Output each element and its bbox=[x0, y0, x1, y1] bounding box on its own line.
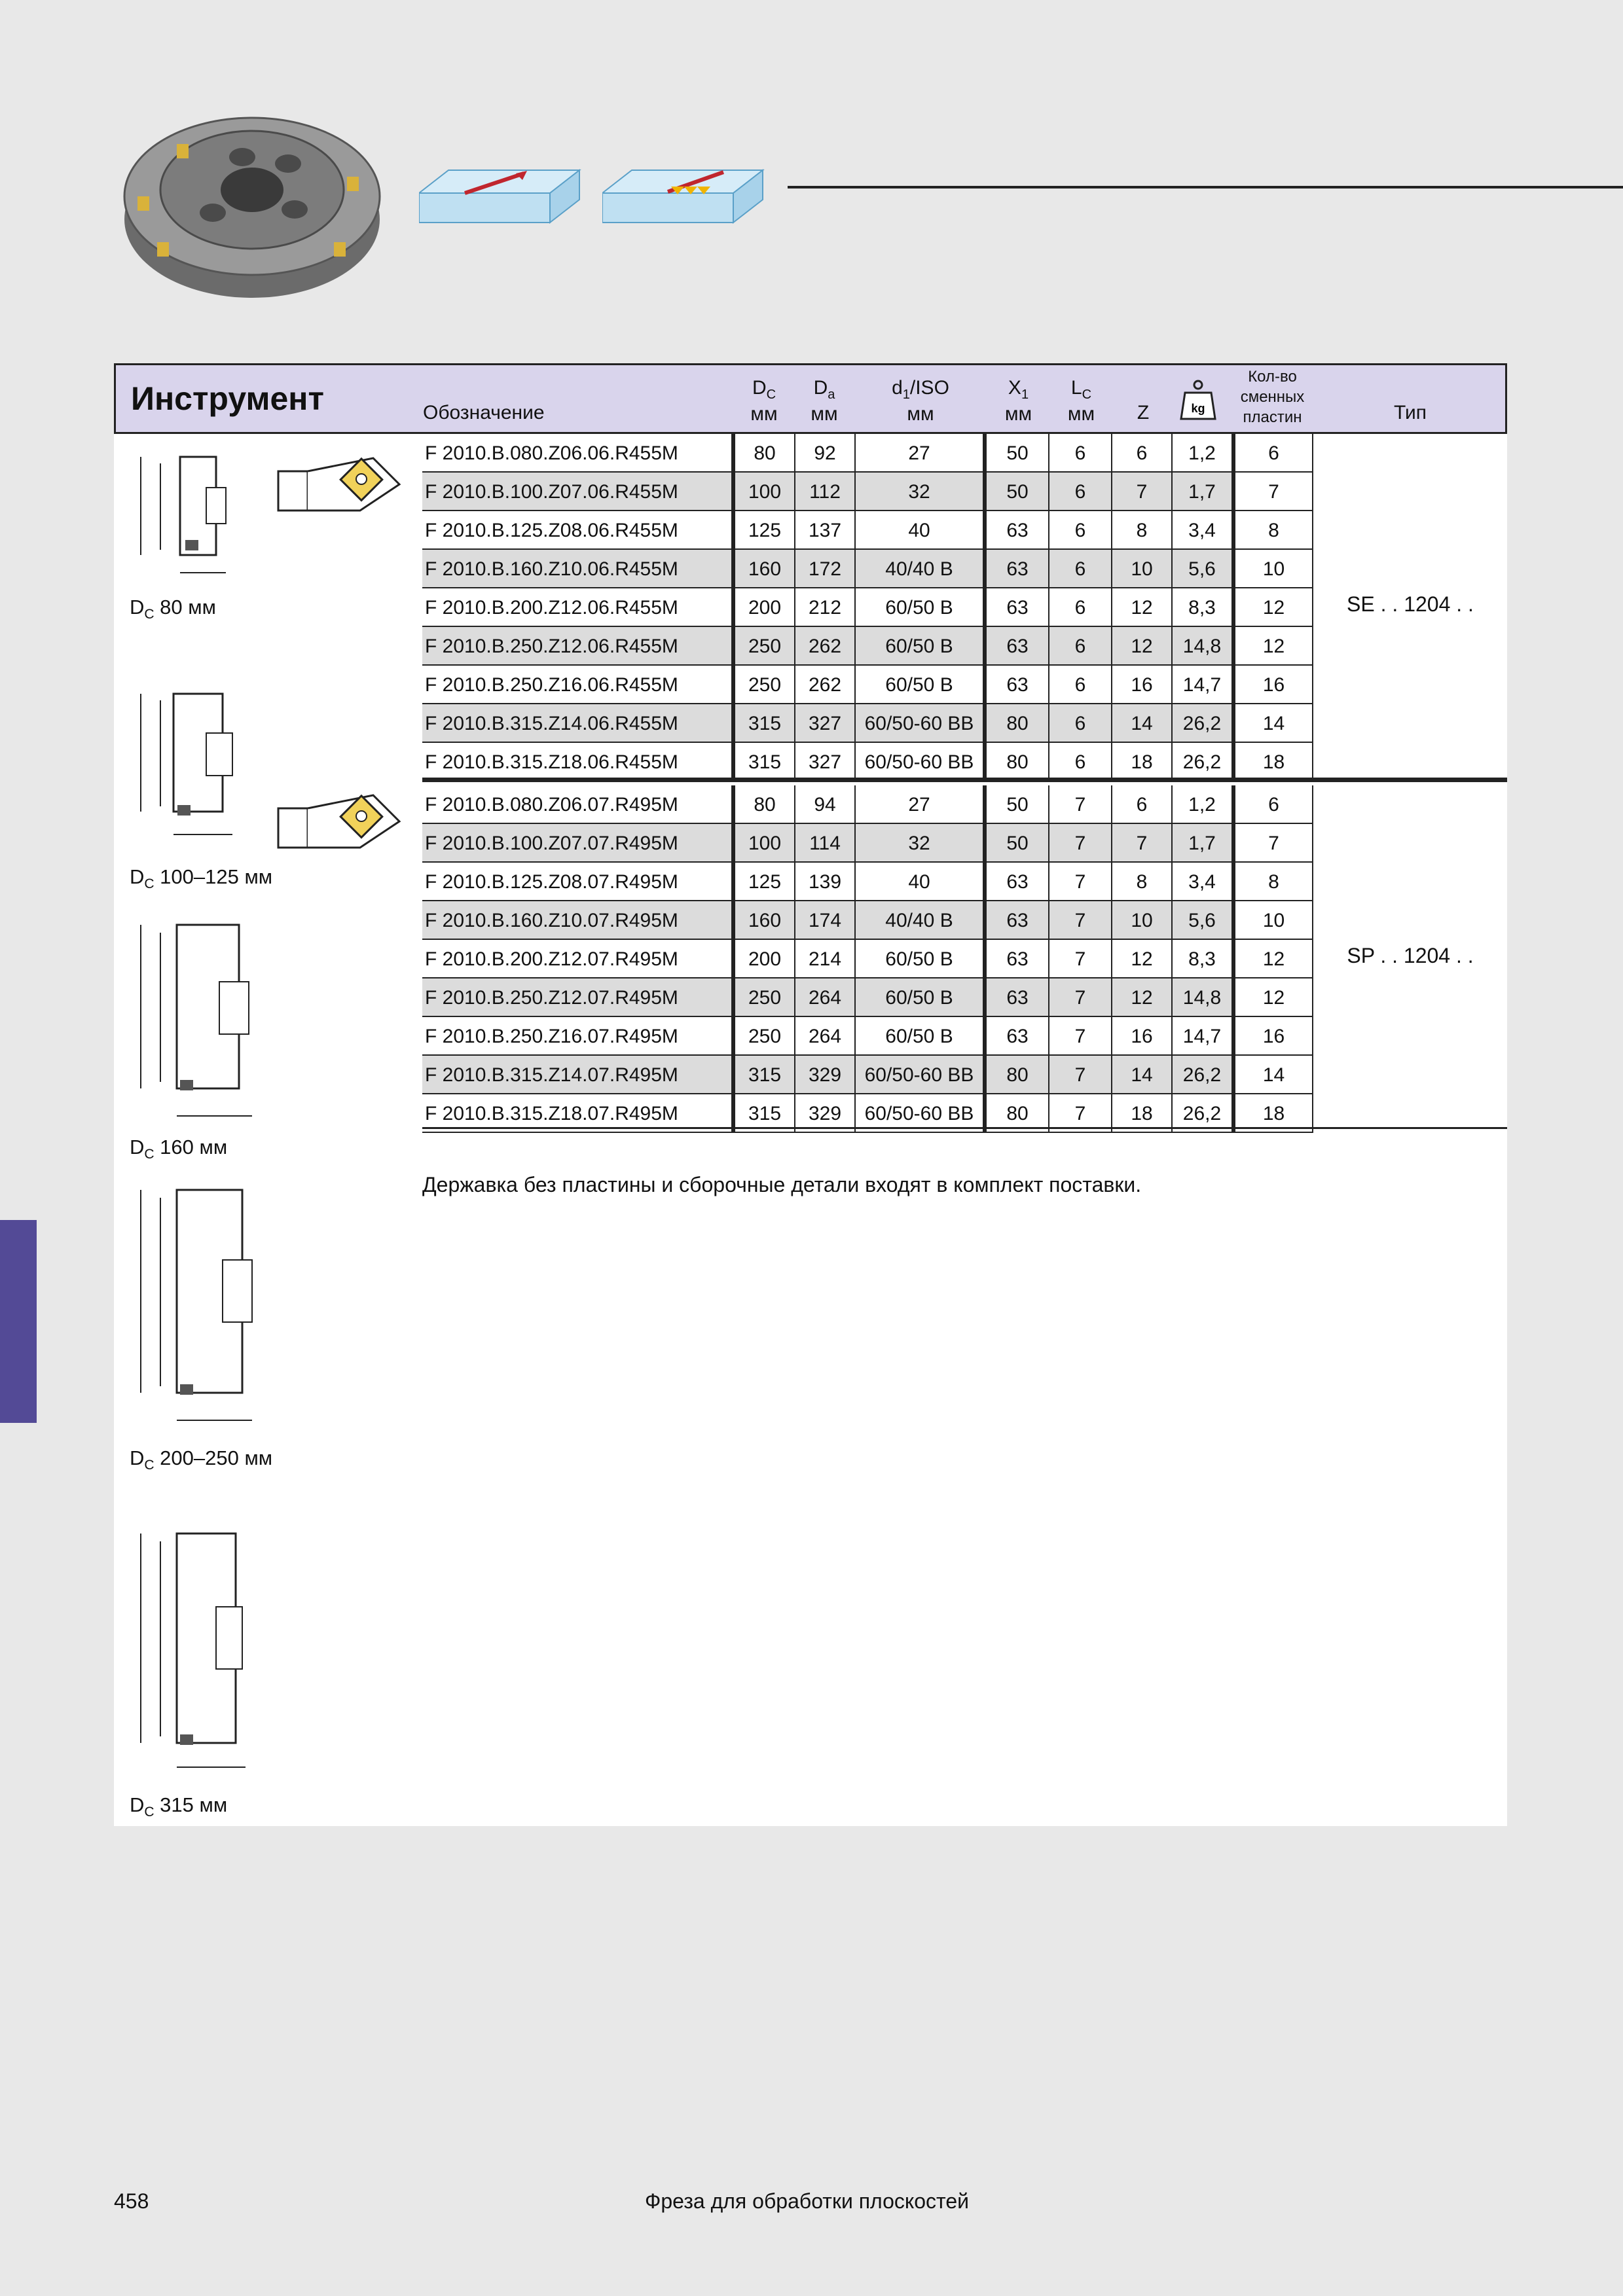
cell-z: 10 bbox=[1112, 901, 1173, 940]
cell-da: 327 bbox=[795, 704, 856, 743]
cell-da: 212 bbox=[795, 588, 856, 627]
diagram-label-80: $D_C$ 80 мм bbox=[130, 596, 216, 622]
cell-code: F 2010.B.125.Z08.07.R495M bbox=[422, 863, 735, 901]
cell-code: F 2010.B.080.Z06.07.R495M bbox=[422, 785, 735, 824]
cell-d1: 60/50 B bbox=[856, 666, 987, 704]
cell-n: 12 bbox=[1235, 978, 1313, 1017]
cell-dc: 125 bbox=[735, 863, 795, 901]
cell-x1: 63 bbox=[987, 627, 1049, 666]
cell-kg: 14,7 bbox=[1173, 666, 1235, 704]
cell-x1: 50 bbox=[987, 434, 1049, 473]
cell-da: 114 bbox=[795, 824, 856, 863]
cell-kg: 1,2 bbox=[1173, 434, 1235, 473]
svg-text:kg: kg bbox=[1191, 402, 1205, 415]
footer-title: Фреза для обработки плоскостей bbox=[645, 2189, 969, 2213]
cell-code: F 2010.B.250.Z16.06.R455M bbox=[422, 666, 735, 704]
cell-z: 12 bbox=[1112, 940, 1173, 978]
cell-z: 16 bbox=[1112, 666, 1173, 704]
page-number: 458 bbox=[114, 2189, 149, 2213]
table-row bbox=[422, 511, 1507, 550]
cell-z: 12 bbox=[1112, 627, 1173, 666]
cell-code: F 2010.B.250.Z16.07.R495M bbox=[422, 1017, 735, 1056]
note-text: Державка без пластины и сборочные детали входят в комплект поставки. bbox=[422, 1173, 1142, 1196]
cell-code: F 2010.B.315.Z18.06.R455M bbox=[422, 743, 735, 781]
cell-kg: 5,6 bbox=[1173, 901, 1235, 940]
cutter-diagram-160 bbox=[128, 920, 272, 1129]
cell-z: 14 bbox=[1112, 704, 1173, 743]
cell-x1: 63 bbox=[987, 511, 1049, 550]
cell-z: 7 bbox=[1112, 473, 1173, 511]
cell-dc: 315 bbox=[735, 704, 795, 743]
col-d1: $d_1$/ISO мм bbox=[892, 377, 949, 425]
cell-x1: 80 bbox=[987, 704, 1049, 743]
cell-dc: 200 bbox=[735, 588, 795, 627]
cell-dc: 200 bbox=[735, 940, 795, 978]
cell-kg: 1,7 bbox=[1173, 473, 1235, 511]
cell-x1: 63 bbox=[987, 901, 1049, 940]
cell-code: F 2010.B.250.Z12.07.R495M bbox=[422, 978, 735, 1017]
cell-d1: 60/50 B bbox=[856, 940, 987, 978]
cell-code: F 2010.B.125.Z08.06.R455M bbox=[422, 511, 735, 550]
cell-code: F 2010.B.080.Z06.06.R455M bbox=[422, 434, 735, 473]
cell-dc: 315 bbox=[735, 1094, 795, 1133]
cell-da: 264 bbox=[795, 1017, 856, 1056]
cell-kg: 26,2 bbox=[1173, 1094, 1235, 1133]
weight-icon bbox=[1178, 378, 1218, 424]
cell-x1: 63 bbox=[987, 588, 1049, 627]
table-row bbox=[422, 627, 1507, 666]
cell-code: F 2010.B.200.Z12.06.R455M bbox=[422, 588, 735, 627]
table-row bbox=[422, 473, 1507, 511]
cell-lc: 6 bbox=[1049, 511, 1112, 550]
cutter-diagram-315 bbox=[128, 1528, 272, 1777]
cell-z: 8 bbox=[1112, 863, 1173, 901]
table-row bbox=[422, 824, 1507, 863]
table-row bbox=[422, 863, 1507, 901]
cell-kg: 1,2 bbox=[1173, 785, 1235, 824]
table-row bbox=[422, 666, 1507, 704]
cell-code: F 2010.B.160.Z10.06.R455M bbox=[422, 550, 735, 588]
table-row bbox=[422, 785, 1507, 824]
cell-lc: 6 bbox=[1049, 666, 1112, 704]
cell-da: 262 bbox=[795, 666, 856, 704]
cell-z: 18 bbox=[1112, 1094, 1173, 1133]
cell-d1: 60/50-60 BB bbox=[856, 1094, 987, 1133]
diagram-label-160: $D_C$ 160 мм bbox=[130, 1136, 228, 1162]
col-type: Тип bbox=[1393, 402, 1427, 423]
cell-d1: 27 bbox=[856, 785, 987, 824]
cell-d1: 60/50-60 BB bbox=[856, 743, 987, 781]
cell-kg: 5,6 bbox=[1173, 550, 1235, 588]
table-row bbox=[422, 434, 1507, 473]
cell-z: 8 bbox=[1112, 511, 1173, 550]
diagram-label-100-125: $D_C$ 100–125 мм bbox=[130, 865, 273, 892]
cell-x1: 80 bbox=[987, 1056, 1049, 1094]
cell-kg: 26,2 bbox=[1173, 1056, 1235, 1094]
cutter-diagram-80 bbox=[128, 452, 246, 583]
cell-n: 7 bbox=[1235, 473, 1313, 511]
cell-lc: 7 bbox=[1049, 978, 1112, 1017]
table-bottom-rule bbox=[422, 1127, 1507, 1129]
cell-code: F 2010.B.200.Z12.07.R495M bbox=[422, 940, 735, 978]
cell-da: 112 bbox=[795, 473, 856, 511]
cell-lc: 7 bbox=[1049, 824, 1112, 863]
cell-z: 18 bbox=[1112, 743, 1173, 781]
cell-da: 94 bbox=[795, 785, 856, 824]
section-title: Инструмент bbox=[131, 380, 324, 417]
cell-kg: 14,7 bbox=[1173, 1017, 1235, 1056]
cell-kg: 8,3 bbox=[1173, 940, 1235, 978]
cell-z: 12 bbox=[1112, 588, 1173, 627]
cell-kg: 8,3 bbox=[1173, 588, 1235, 627]
group-separator bbox=[422, 778, 1507, 782]
cell-da: 329 bbox=[795, 1094, 856, 1133]
cell-code: F 2010.B.315.Z14.07.R495M bbox=[422, 1056, 735, 1094]
diagram-label-200-250: $D_C$ 200–250 мм bbox=[130, 1446, 273, 1473]
cell-dc: 125 bbox=[735, 511, 795, 550]
cell-kg: 14,8 bbox=[1173, 978, 1235, 1017]
cell-x1: 80 bbox=[987, 1094, 1049, 1133]
cell-dc: 250 bbox=[735, 978, 795, 1017]
cell-n: 16 bbox=[1235, 1017, 1313, 1056]
cell-d1: 27 bbox=[856, 434, 987, 473]
col-inserts: Кол-во сменных пластин bbox=[1240, 368, 1305, 426]
cell-code: F 2010.B.100.Z07.06.R455M bbox=[422, 473, 735, 511]
cell-da: 262 bbox=[795, 627, 856, 666]
cell-n: 10 bbox=[1235, 901, 1313, 940]
cell-lc: 7 bbox=[1049, 863, 1112, 901]
cell-da: 137 bbox=[795, 511, 856, 550]
cell-n: 12 bbox=[1235, 940, 1313, 978]
cell-x1: 50 bbox=[987, 824, 1049, 863]
cell-x1: 63 bbox=[987, 940, 1049, 978]
cell-n: 6 bbox=[1235, 434, 1313, 473]
cell-code: F 2010.B.100.Z07.07.R495M bbox=[422, 824, 735, 863]
cell-n: 6 bbox=[1235, 785, 1313, 824]
cell-x1: 63 bbox=[987, 550, 1049, 588]
milling-cutter-image bbox=[111, 98, 386, 314]
cell-da: 214 bbox=[795, 940, 856, 978]
cell-n: 8 bbox=[1235, 863, 1313, 901]
cell-x1: 80 bbox=[987, 743, 1049, 781]
col-designation: Обозначение bbox=[423, 402, 545, 423]
col-da: $D_a$ мм bbox=[811, 377, 838, 425]
cell-lc: 6 bbox=[1049, 434, 1112, 473]
table-row bbox=[422, 978, 1507, 1017]
cell-lc: 7 bbox=[1049, 940, 1112, 978]
cell-z: 12 bbox=[1112, 978, 1173, 1017]
cell-dc: 80 bbox=[735, 434, 795, 473]
cell-d1: 40/40 B bbox=[856, 901, 987, 940]
cell-d1: 60/50 B bbox=[856, 1017, 987, 1056]
cell-lc: 6 bbox=[1049, 743, 1112, 781]
table-row bbox=[422, 1017, 1507, 1056]
cell-n: 16 bbox=[1235, 666, 1313, 704]
cell-lc: 6 bbox=[1049, 550, 1112, 588]
face-milling-operation-icon bbox=[419, 167, 583, 226]
cell-n: 12 bbox=[1235, 588, 1313, 627]
cell-d1: 60/50 B bbox=[856, 978, 987, 1017]
cell-x1: 50 bbox=[987, 785, 1049, 824]
insert-sp-icon bbox=[275, 782, 406, 854]
table-row bbox=[422, 704, 1507, 743]
type-cell-sp: SP . . 1204 . . bbox=[1347, 944, 1474, 967]
cell-da: 174 bbox=[795, 901, 856, 940]
col-dc: $D_C$ мм bbox=[750, 377, 778, 425]
cell-x1: 50 bbox=[987, 473, 1049, 511]
cell-dc: 250 bbox=[735, 1017, 795, 1056]
cell-z: 16 bbox=[1112, 1017, 1173, 1056]
cell-x1: 63 bbox=[987, 978, 1049, 1017]
cell-code: F 2010.B.315.Z14.06.R455M bbox=[422, 704, 735, 743]
cell-d1: 60/50 B bbox=[856, 588, 987, 627]
cell-da: 327 bbox=[795, 743, 856, 781]
cell-kg: 26,2 bbox=[1173, 704, 1235, 743]
cell-n: 10 bbox=[1235, 550, 1313, 588]
table-row bbox=[422, 550, 1507, 588]
cell-lc: 6 bbox=[1049, 627, 1112, 666]
table-row bbox=[422, 743, 1507, 781]
cell-lc: 6 bbox=[1049, 473, 1112, 511]
cell-lc: 6 bbox=[1049, 704, 1112, 743]
cell-n: 7 bbox=[1235, 824, 1313, 863]
cell-code: F 2010.B.250.Z12.06.R455M bbox=[422, 627, 735, 666]
cell-dc: 160 bbox=[735, 550, 795, 588]
section-side-tab bbox=[0, 1220, 37, 1423]
cell-dc: 315 bbox=[735, 743, 795, 781]
cell-dc: 315 bbox=[735, 1056, 795, 1094]
cell-lc: 7 bbox=[1049, 1094, 1112, 1133]
cell-d1: 60/50-60 BB bbox=[856, 704, 987, 743]
cell-kg: 26,2 bbox=[1173, 743, 1235, 781]
cell-z: 7 bbox=[1112, 824, 1173, 863]
cell-da: 139 bbox=[795, 863, 856, 901]
cell-kg: 14,8 bbox=[1173, 627, 1235, 666]
cell-lc: 7 bbox=[1049, 785, 1112, 824]
cell-d1: 32 bbox=[856, 824, 987, 863]
cell-lc: 7 bbox=[1049, 1017, 1112, 1056]
cell-lc: 7 bbox=[1049, 901, 1112, 940]
cell-dc: 100 bbox=[735, 473, 795, 511]
cell-d1: 60/50 B bbox=[856, 627, 987, 666]
cell-z: 10 bbox=[1112, 550, 1173, 588]
cell-z: 14 bbox=[1112, 1056, 1173, 1094]
cell-n: 18 bbox=[1235, 743, 1313, 781]
cell-dc: 100 bbox=[735, 824, 795, 863]
cell-x1: 63 bbox=[987, 863, 1049, 901]
cell-n: 12 bbox=[1235, 627, 1313, 666]
cell-n: 14 bbox=[1235, 704, 1313, 743]
cell-lc: 7 bbox=[1049, 1056, 1112, 1094]
cell-d1: 40 bbox=[856, 863, 987, 901]
col-lc: $L_C$ мм bbox=[1067, 377, 1095, 425]
cutter-diagram-100-125 bbox=[128, 687, 246, 851]
cell-d1: 60/50-60 BB bbox=[856, 1056, 987, 1094]
cutter-diagram-200-250 bbox=[128, 1185, 272, 1433]
cell-kg: 3,4 bbox=[1173, 863, 1235, 901]
cell-kg: 3,4 bbox=[1173, 511, 1235, 550]
table-row bbox=[422, 901, 1507, 940]
face-milling-inserts-icon bbox=[602, 167, 766, 226]
cell-z: 6 bbox=[1112, 434, 1173, 473]
cell-x1: 63 bbox=[987, 1017, 1049, 1056]
cell-x1: 63 bbox=[987, 666, 1049, 704]
diagram-label-315: $D_C$ 315 мм bbox=[130, 1793, 228, 1820]
cell-z: 6 bbox=[1112, 785, 1173, 824]
insert-se-icon bbox=[275, 445, 406, 517]
cell-da: 92 bbox=[795, 434, 856, 473]
cell-da: 329 bbox=[795, 1056, 856, 1094]
col-x1: $X_1$ мм bbox=[1004, 377, 1032, 425]
cell-dc: 80 bbox=[735, 785, 795, 824]
cell-da: 264 bbox=[795, 978, 856, 1017]
cell-kg: 1,7 bbox=[1173, 824, 1235, 863]
cell-da: 172 bbox=[795, 550, 856, 588]
cell-code: F 2010.B.315.Z18.07.R495M bbox=[422, 1094, 735, 1133]
cell-lc: 6 bbox=[1049, 588, 1112, 627]
table-row bbox=[422, 1056, 1507, 1094]
type-cell-se: SE . . 1204 . . bbox=[1347, 592, 1474, 616]
cell-d1: 32 bbox=[856, 473, 987, 511]
cell-n: 8 bbox=[1235, 511, 1313, 550]
cell-dc: 250 bbox=[735, 666, 795, 704]
cell-code: F 2010.B.160.Z10.07.R495M bbox=[422, 901, 735, 940]
col-z: Z bbox=[1137, 402, 1150, 423]
cell-dc: 250 bbox=[735, 627, 795, 666]
cell-dc: 160 bbox=[735, 901, 795, 940]
cell-d1: 40/40 B bbox=[856, 550, 987, 588]
header-rule bbox=[788, 186, 1623, 188]
cell-n: 18 bbox=[1235, 1094, 1313, 1133]
cell-n: 14 bbox=[1235, 1056, 1313, 1094]
cell-d1: 40 bbox=[856, 511, 987, 550]
